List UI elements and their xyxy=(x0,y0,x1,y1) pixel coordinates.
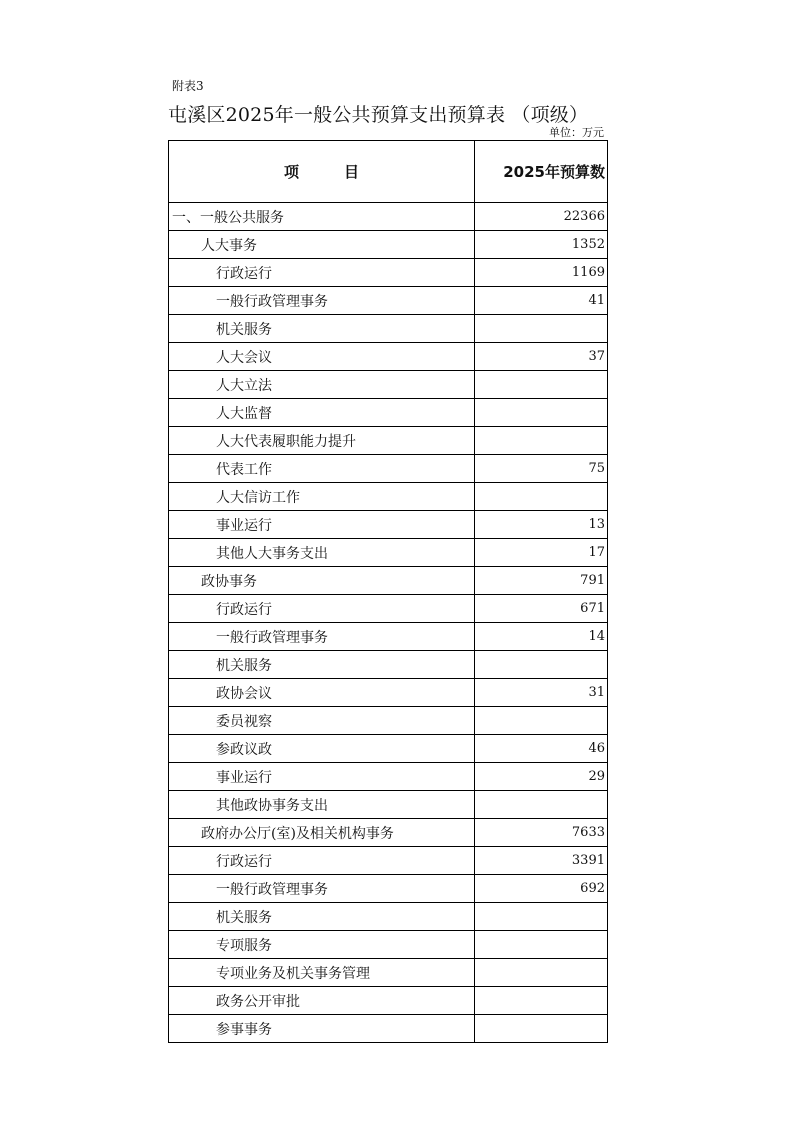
table-body xyxy=(169,203,608,1043)
table-row xyxy=(169,735,608,763)
row-amount xyxy=(475,707,608,735)
row-item-name: 其他政协事务支出 xyxy=(169,791,475,819)
row-item-name: 人大会议 xyxy=(169,343,475,371)
row-item-name: 一般行政管理事务 xyxy=(169,287,475,315)
row-amount: 37 xyxy=(475,343,608,371)
row-item-name: 人大代表履职能力提升 xyxy=(169,427,475,455)
table-row xyxy=(169,287,608,315)
unit-label: 单位：万元 xyxy=(549,126,604,139)
attachment-label: 附表3 xyxy=(172,79,204,93)
row-amount: 791 xyxy=(475,567,608,595)
row-item-name: 一般行政管理事务 xyxy=(169,623,475,651)
row-item-name: 专项业务及机关事务管理 xyxy=(169,959,475,987)
table-row xyxy=(169,231,608,259)
row-item-name: 事业运行 xyxy=(169,511,475,539)
row-item-name: 参事事务 xyxy=(169,1015,475,1043)
table-row xyxy=(169,987,608,1015)
row-amount: 17 xyxy=(475,539,608,567)
table-row xyxy=(169,651,608,679)
budget-table xyxy=(168,140,608,1043)
row-item-name: 其他人大事务支出 xyxy=(169,539,475,567)
row-item-name: 行政运行 xyxy=(169,595,475,623)
row-amount: 1352 xyxy=(475,231,608,259)
row-amount xyxy=(475,987,608,1015)
header-amount: 2025年预算数 xyxy=(475,141,608,203)
row-item-name: 政协事务 xyxy=(169,567,475,595)
row-amount: 41 xyxy=(475,287,608,315)
table-row xyxy=(169,315,608,343)
row-amount: 13 xyxy=(475,511,608,539)
table-row xyxy=(169,595,608,623)
row-amount xyxy=(475,931,608,959)
document-title: 屯溪区2025年一般公共预算支出预算表 （项级） xyxy=(168,104,589,126)
table-row xyxy=(169,847,608,875)
table-row xyxy=(169,679,608,707)
row-amount xyxy=(475,483,608,511)
table-row xyxy=(169,875,608,903)
row-item-name: 一般行政管理事务 xyxy=(169,875,475,903)
row-amount xyxy=(475,651,608,679)
row-item-name: 参政议政 xyxy=(169,735,475,763)
row-amount: 3391 xyxy=(475,847,608,875)
table-row xyxy=(169,819,608,847)
row-item-name: 行政运行 xyxy=(169,259,475,287)
table-row xyxy=(169,399,608,427)
table-row xyxy=(169,455,608,483)
row-item-name: 一、一般公共服务 xyxy=(169,203,475,231)
row-amount: 75 xyxy=(475,455,608,483)
row-item-name: 机关服务 xyxy=(169,315,475,343)
table-row xyxy=(169,371,608,399)
table-row xyxy=(169,707,608,735)
header-row xyxy=(169,141,608,203)
row-item-name: 机关服务 xyxy=(169,903,475,931)
table-row xyxy=(169,623,608,651)
row-amount xyxy=(475,399,608,427)
row-item-name: 事业运行 xyxy=(169,763,475,791)
row-item-name: 行政运行 xyxy=(169,847,475,875)
row-item-name: 政协会议 xyxy=(169,679,475,707)
header-item: 项 目 xyxy=(169,141,475,203)
row-amount: 671 xyxy=(475,595,608,623)
row-amount: 692 xyxy=(475,875,608,903)
row-item-name: 政府办公厅(室)及相关机构事务 xyxy=(169,819,475,847)
table-row xyxy=(169,259,608,287)
row-item-name: 人大信访工作 xyxy=(169,483,475,511)
row-amount: 31 xyxy=(475,679,608,707)
table-row xyxy=(169,539,608,567)
row-amount xyxy=(475,427,608,455)
table-row xyxy=(169,343,608,371)
row-amount: 46 xyxy=(475,735,608,763)
row-item-name: 人大立法 xyxy=(169,371,475,399)
row-amount: 7633 xyxy=(475,819,608,847)
row-item-name: 人大事务 xyxy=(169,231,475,259)
row-amount: 14 xyxy=(475,623,608,651)
table-row xyxy=(169,1015,608,1043)
table-row xyxy=(169,959,608,987)
row-amount xyxy=(475,315,608,343)
row-item-name: 人大监督 xyxy=(169,399,475,427)
row-amount xyxy=(475,959,608,987)
row-item-name: 委员视察 xyxy=(169,707,475,735)
table-row xyxy=(169,903,608,931)
table-row xyxy=(169,511,608,539)
table-row xyxy=(169,203,608,231)
row-amount xyxy=(475,1015,608,1043)
row-item-name: 政务公开审批 xyxy=(169,987,475,1015)
row-amount: 29 xyxy=(475,763,608,791)
table-row xyxy=(169,931,608,959)
row-amount xyxy=(475,903,608,931)
table-row xyxy=(169,567,608,595)
row-amount: 22366 xyxy=(475,203,608,231)
row-item-name: 专项服务 xyxy=(169,931,475,959)
row-amount: 1169 xyxy=(475,259,608,287)
table-row xyxy=(169,763,608,791)
row-item-name: 机关服务 xyxy=(169,651,475,679)
table-row xyxy=(169,791,608,819)
table-row xyxy=(169,427,608,455)
table-row xyxy=(169,483,608,511)
row-amount xyxy=(475,791,608,819)
row-amount xyxy=(475,371,608,399)
row-item-name: 代表工作 xyxy=(169,455,475,483)
